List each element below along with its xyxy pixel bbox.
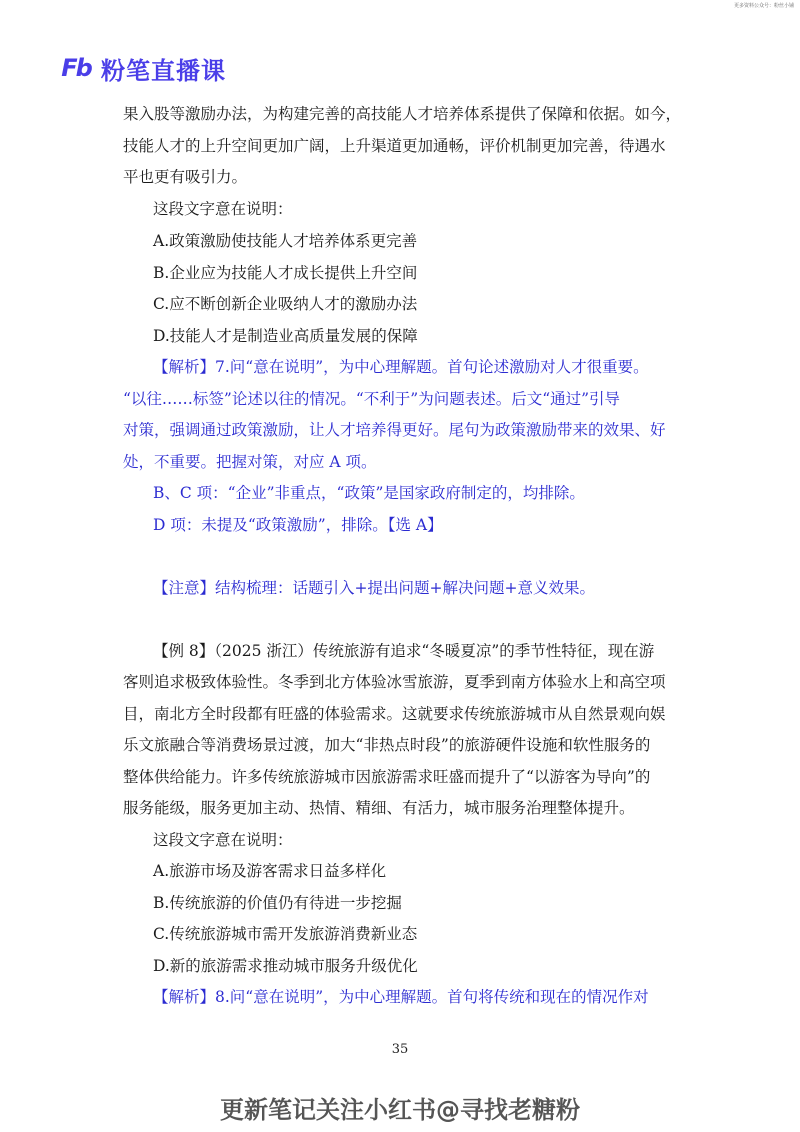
example-line: 服务能级，服务更加主动、热情、精细、有活力，城市服务治理整体提升。	[123, 799, 635, 817]
example-line: 【例 8】（2025 浙江）传统旅游有追求“冬暖夏凉”的季节性特征，现在游	[153, 642, 655, 660]
option-b: B.传统旅游的价值仍有待进一步挖掘	[153, 894, 402, 912]
body-line: 果入股等激励办法，为构建完善的高技能人才培养体系提供了保障和依据。如今，	[123, 105, 682, 123]
option-c: C.传统旅游城市需开发旅游消费新业态	[153, 925, 418, 943]
footer-watermark: 更新笔记关注小红书@寻找老糖粉	[220, 1096, 580, 1124]
example-line: 乐文旅融合等消费场景过渡，加大“非热点时段”的旅游硬件设施和软性服务的	[123, 736, 651, 754]
top-note: 更多资料公众号：粉丝小铺	[733, 3, 794, 9]
option-d: D.新的旅游需求推动城市服务升级优化	[153, 957, 418, 975]
option-a: A.旅游市场及游客需求日益多样化	[153, 862, 387, 880]
question-prompt: 这段文字意在说明：	[153, 831, 293, 849]
analysis-line: 对策，强调通过政策激励，让人才培养得更好。尾句为政策激励带来的效果、好	[123, 421, 666, 439]
brand-header	[57, 52, 226, 84]
example-line: 整体供给能力。许多传统旅游城市因旅游需求旺盛而提升了“以游客为导向”的	[123, 768, 651, 786]
body-line: 平也更有吸引力。	[123, 168, 248, 186]
brand-logo: Fb	[61, 54, 91, 82]
example-line: 客则追求极致体验性。冬季到北方体验冰雪旅游，夏季到南方体验水上和高空项	[123, 673, 666, 691]
analysis-line: B、C 项：“企业”非重点，“政策”是国家政府制定的，均排除。	[153, 484, 585, 502]
analysis-line: 【解析】8.问“意在说明”，为中心理解题。首句将传统和现在的情况作对	[153, 988, 649, 1006]
option-d: D.技能人才是制造业高质量发展的保障	[153, 327, 418, 345]
analysis-line: 处，不重要。把握对策，对应 A 项。	[123, 453, 377, 471]
analysis-line: D 项：未提及“政策激励”，排除。【选 A】	[153, 516, 443, 534]
example-line: 目，南北方全时段都有旺盛的体验需求。这就要求传统旅游城市从自然景观向娱	[123, 705, 666, 723]
note-line: 【注意】结构梳理：话题引入+提出问题+解决问题+意义效果。	[153, 579, 595, 597]
page-number: 35	[391, 1042, 409, 1057]
analysis-line: 【解析】7.问“意在说明”，为中心理解题。首句论述激励对人才很重要。	[153, 358, 649, 376]
analysis-line: “以往……标签”论述以往的情况。“不利于”为问题表述。后文“通过”引导	[123, 390, 621, 408]
brand-name: 粉笔直播课	[101, 56, 226, 85]
body-line: 技能人才的上升空间更加广阔，上升渠道更加通畅，评价机制更加完善，待遇水	[123, 137, 666, 155]
option-b: B.企业应为技能人才成长提供上升空间	[153, 264, 418, 282]
question-prompt: 这段文字意在说明：	[153, 200, 293, 218]
option-c: C.应不断创新企业吸纳人才的激励办法	[153, 295, 418, 313]
option-a: A.政策激励使技能人才培养体系更完善	[153, 232, 418, 250]
